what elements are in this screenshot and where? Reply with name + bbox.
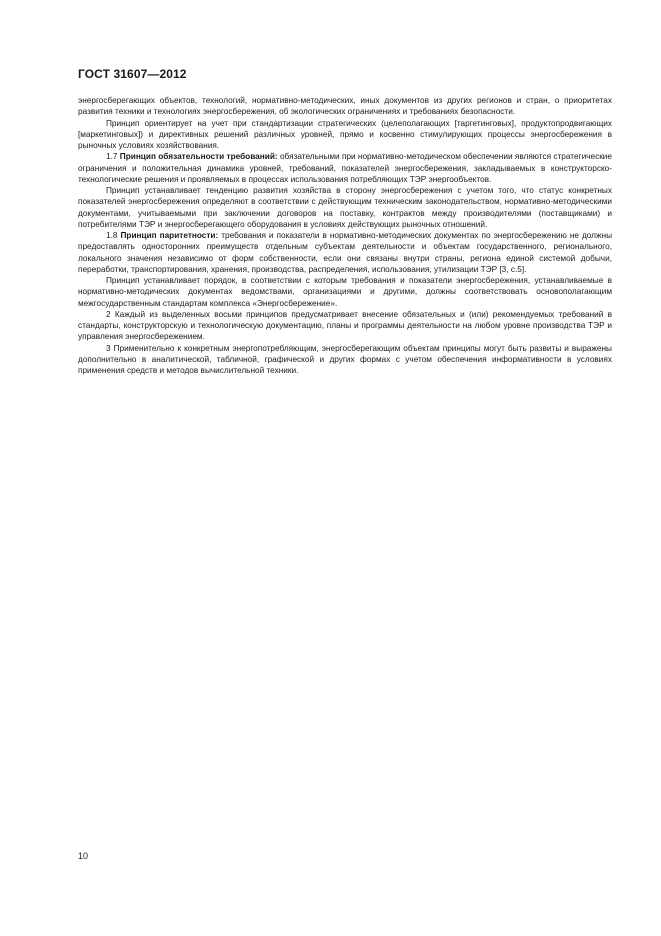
paragraph-clause-1-8 — [78, 230, 612, 275]
document-header: ГОСТ 31607—2012 — [78, 67, 187, 81]
clause-number: 1.7 — [106, 152, 118, 162]
clause-title: Принцип обязательности требований: — [119, 152, 278, 162]
clause-text: требования и показатели в нормативно-методических документах по энергосбережению не должны предоставлять односторонних преимуществ отдельным субъектам деятельности и объектам государственного, регионального, локального значения независимо от форм собственности, если они связаны внутри страны, региона единой системой добычи, переработки, транспортирования, хранения, производства, распределения, использования, утилизации ТЭР [3, с.5]. — [78, 231, 613, 274]
paragraph-note-3: 3 Применительно к конкретным энергопотребляющим, энергосберегающим объектам принципы могут быть развиты и выражены дополнительно в аналитической, табличной, графической и других формах с учетом обеспечения информативности в условиях применения средств и методов вычислительной техники. — [78, 343, 612, 375]
clause-number: 1.8 — [106, 231, 118, 240]
paragraph: Принцип устанавливает порядок, в соответствии с которым требования и показатели энергосбережения, устанавливаемые в нормативно-методических документах ведомствами, организациями и другими, должны соответствовать основополагающим межгосударственным стандартам комплекса «Энергосбережение». — [78, 276, 612, 308]
paragraph-clause-1-7 — [78, 151, 612, 185]
paragraph: Принцип устанавливает тенденцию развития хозяйства в сторону энергосбережения с учетом того, что статус конкретных показателей энергосбережения определяют в соответствии с действующим техническим законодательством, нормативно-методическими документами, учитываемыми при заключении договоров на поставку, контрактов между производителями (поставщиками) и потребителями ТЭР и энергосберегающего оборудования в условиях действующих рыночных отношений. — [78, 186, 612, 229]
paragraph: Принцип ориентирует на учет при стандартизации стратегических (целеполагающих [таргетинговых], продуктопродвигающих [маркетинговых]) и директивных решений различных уровней, прямо и косвенно стимулирующих процессы энергосбережения в рыночных условиях хозяйствования. — [78, 118, 612, 150]
paragraph-note-2: 2 Каждый из выделенных восьми принципов предусматривает внесение обязательных и (или) рекомендуемых требований в стандарты, конструкторскую и технологическую документацию, планы и программы деятельности на любом уровне производства ТЭР и управления энергосбережением. — [78, 309, 612, 342]
paragraph-continuation: энергосберегающих объектов, технологий, нормативно-методических, иных документов из других регионов и стран, о приоритетах развития техники и технологиях энергосбережения, об экологических ограничениях и требованиях безопасности. — [78, 96, 612, 117]
document-body — [78, 95, 612, 376]
clause-text: обязательными при нормативно-методическом обеспечении являются стратегические ограничения и положительная динамика уровней, требований, показателей энергосбережения, закладываемых в конструкторско-технологические решения и проявляемых в процессах использования потребляющих ТЭР энергообъектов. — [78, 152, 612, 184]
page-number: 10 — [78, 851, 89, 861]
clause-title: Принцип паритетности: — [120, 231, 219, 240]
